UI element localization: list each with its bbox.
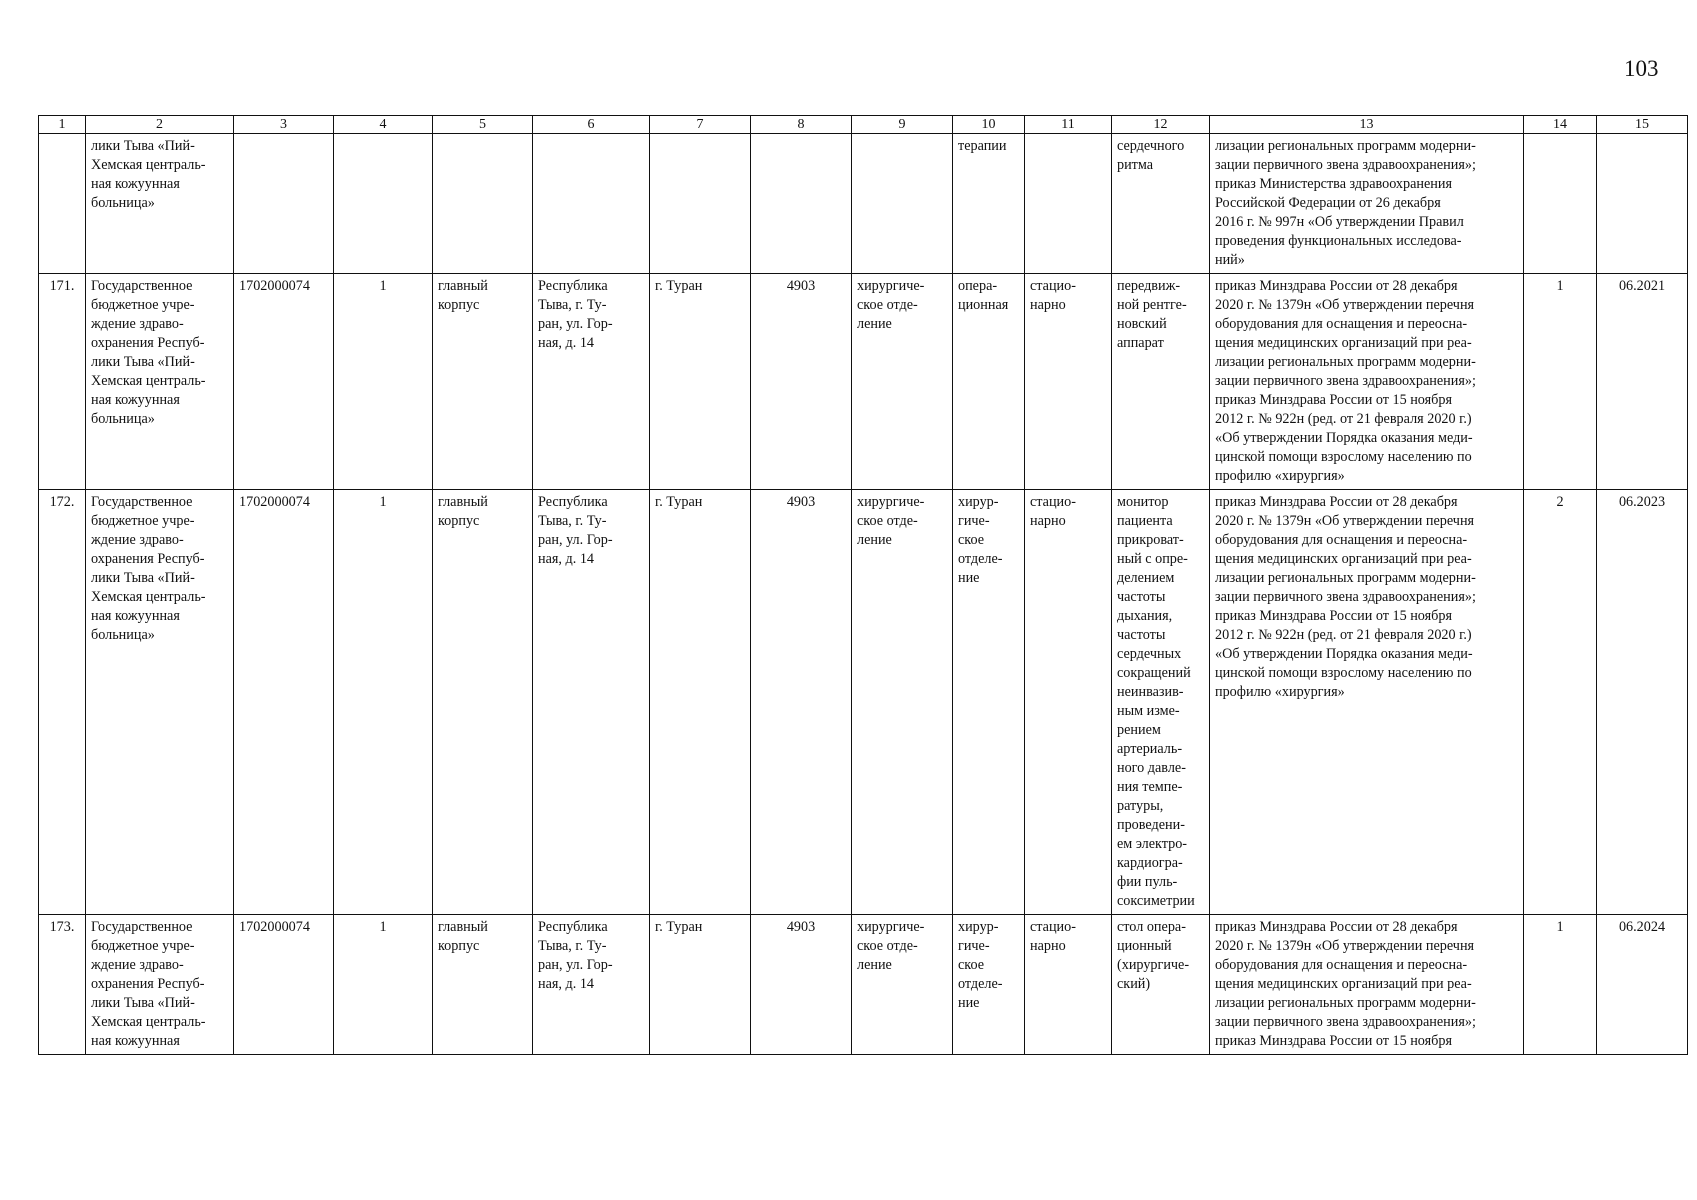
- header-cell: 10: [953, 116, 1025, 134]
- header-cell: 13: [1210, 116, 1524, 134]
- header-cell: 15: [1597, 116, 1688, 134]
- code-cell: 1702000074: [234, 915, 334, 1055]
- city-cell: г. Туран: [650, 274, 751, 490]
- header-cell: 3: [234, 116, 334, 134]
- date-cell: 06.2023: [1597, 490, 1688, 915]
- quantity-cell: 1: [1524, 915, 1597, 1055]
- number-cell: 4903: [751, 915, 852, 1055]
- mode-cell: стацио- нарно: [1025, 274, 1112, 490]
- address-cell: [533, 134, 650, 274]
- unit-cell: хирур- гиче- ское отделе- ние: [953, 915, 1025, 1055]
- department-cell: хирургиче- ское отде- ление: [852, 490, 953, 915]
- equipment-cell: сердечного ритма: [1112, 134, 1210, 274]
- unit-cell: терапии: [953, 134, 1025, 274]
- quantity-cell: [1524, 134, 1597, 274]
- basis-cell: приказ Минздрава России от 28 декабря 2020 г. № 1379н «Об утверждении перечня оборудования для оснащения и переосна- щения медицинских организаций при реа- лизации региональных программ модерни- зации первичного звена здравоохранения»; приказ Минздрава России от 15 ноября: [1210, 915, 1524, 1055]
- mode-cell: стацио- нарно: [1025, 490, 1112, 915]
- city-cell: г. Туран: [650, 915, 751, 1055]
- organization-cell: Государственное бюджетное учре- ждение здраво- охранения Респуб- лики Тыва «Пий- Хемская централь- ная кожуунная: [86, 915, 234, 1055]
- header-cell: 11: [1025, 116, 1112, 134]
- basis-cell: лизации региональных программ модерни- зации первичного звена здравоохранения»; приказ Министерства здравоохранения Российской Федерации от 26 декабря 2016 г. № 997н «Об утверждении Правил проведения функциональных исследова- ний»: [1210, 134, 1524, 274]
- equipment-table: [38, 115, 1688, 1055]
- header-cell: 14: [1524, 116, 1597, 134]
- department-cell: хирургиче- ское отде- ление: [852, 274, 953, 490]
- mode-cell: [1025, 134, 1112, 274]
- header-cell: 12: [1112, 116, 1210, 134]
- basis-cell: приказ Минздрава России от 28 декабря 2020 г. № 1379н «Об утверждении перечня оборудования для оснащения и переосна- щения медицинских организаций при реа- лизации региональных программ модерни- зации первичного звена здравоохранения»; приказ Минздрава России от 15 ноября 2012 г. № 922н (ред. от 21 февраля 2020 г.) «Об утверждении Порядка оказания меди- цинской помощи взрослому населению по профилю «хирургия»: [1210, 274, 1524, 490]
- department-cell: [852, 134, 953, 274]
- date-cell: 06.2021: [1597, 274, 1688, 490]
- unit-cell: опера- ционная: [953, 274, 1025, 490]
- equipment-cell: стол опера- ционный (хирургиче- ский): [1112, 915, 1210, 1055]
- equipment-cell: монитор пациента прикроват- ный с опре- делением частоты дыхания, частоты сердечных сокращений неинвазив- ным изме- рением артериаль- ного давле- ния темпе- ратуры, проведени- ем электро- кардиогра- фии пуль- соксиметрии: [1112, 490, 1210, 915]
- city-cell: г. Туран: [650, 490, 751, 915]
- header-cell: 9: [852, 116, 953, 134]
- quantity-cell: 1: [1524, 274, 1597, 490]
- building-cell: главный корпус: [433, 490, 533, 915]
- quantity-cell: 2: [1524, 490, 1597, 915]
- header-cell: 1: [39, 116, 86, 134]
- table-row: [39, 915, 1688, 1055]
- number-cell: 4903: [751, 490, 852, 915]
- equipment-cell: передвиж- ной рентге- новский аппарат: [1112, 274, 1210, 490]
- header-cell: 6: [533, 116, 650, 134]
- date-cell: [1597, 134, 1688, 274]
- code-cell: 1702000074: [234, 274, 334, 490]
- header-cell: 4: [334, 116, 433, 134]
- building-cell: главный корпус: [433, 274, 533, 490]
- address-cell: Республика Тыва, г. Ту- ран, ул. Гор- ная, д. 14: [533, 490, 650, 915]
- row-number-cell: [39, 134, 86, 274]
- address-cell: Республика Тыва, г. Ту- ран, ул. Гор- ная, д. 14: [533, 274, 650, 490]
- code-cell: 1702000074: [234, 490, 334, 915]
- row-number-cell: 173.: [39, 915, 86, 1055]
- header-cell: 7: [650, 116, 751, 134]
- address-cell: Республика Тыва, г. Ту- ран, ул. Гор- ная, д. 14: [533, 915, 650, 1055]
- date-cell: 06.2024: [1597, 915, 1688, 1055]
- page-number: 103: [1624, 56, 1659, 81]
- header-cell: 2: [86, 116, 234, 134]
- header-cell: 5: [433, 116, 533, 134]
- count-cell: 1: [334, 490, 433, 915]
- row-number-cell: 171.: [39, 274, 86, 490]
- table-row: [39, 134, 1688, 274]
- organization-cell: лики Тыва «Пий- Хемская централь- ная кожуунная больница»: [86, 134, 234, 274]
- building-cell: [433, 134, 533, 274]
- basis-cell: приказ Минздрава России от 28 декабря 2020 г. № 1379н «Об утверждении перечня оборудования для оснащения и переосна- щения медицинских организаций при реа- лизации региональных программ модерни- зации первичного звена здравоохранения»; приказ Минздрава России от 15 ноября 2012 г. № 922н (ред. от 21 февраля 2020 г.) «Об утверждении Порядка оказания меди- цинской помощи взрослому населению по профилю «хирургия»: [1210, 490, 1524, 915]
- row-number-cell: 172.: [39, 490, 86, 915]
- number-cell: [751, 134, 852, 274]
- organization-cell: Государственное бюджетное учре- ждение здраво- охранения Респуб- лики Тыва «Пий- Хемская централь- ная кожуунная больница»: [86, 274, 234, 490]
- table-row: [39, 490, 1688, 915]
- city-cell: [650, 134, 751, 274]
- count-cell: 1: [334, 915, 433, 1055]
- unit-cell: хирур- гиче- ское отделе- ние: [953, 490, 1025, 915]
- building-cell: главный корпус: [433, 915, 533, 1055]
- table-row: [39, 274, 1688, 490]
- count-cell: 1: [334, 274, 433, 490]
- code-cell: [234, 134, 334, 274]
- header-row: [39, 116, 1688, 134]
- number-cell: 4903: [751, 274, 852, 490]
- department-cell: хирургиче- ское отде- ление: [852, 915, 953, 1055]
- mode-cell: стацио- нарно: [1025, 915, 1112, 1055]
- organization-cell: Государственное бюджетное учре- ждение здраво- охранения Респуб- лики Тыва «Пий- Хемская централь- ная кожуунная больница»: [86, 490, 234, 915]
- header-cell: 8: [751, 116, 852, 134]
- count-cell: [334, 134, 433, 274]
